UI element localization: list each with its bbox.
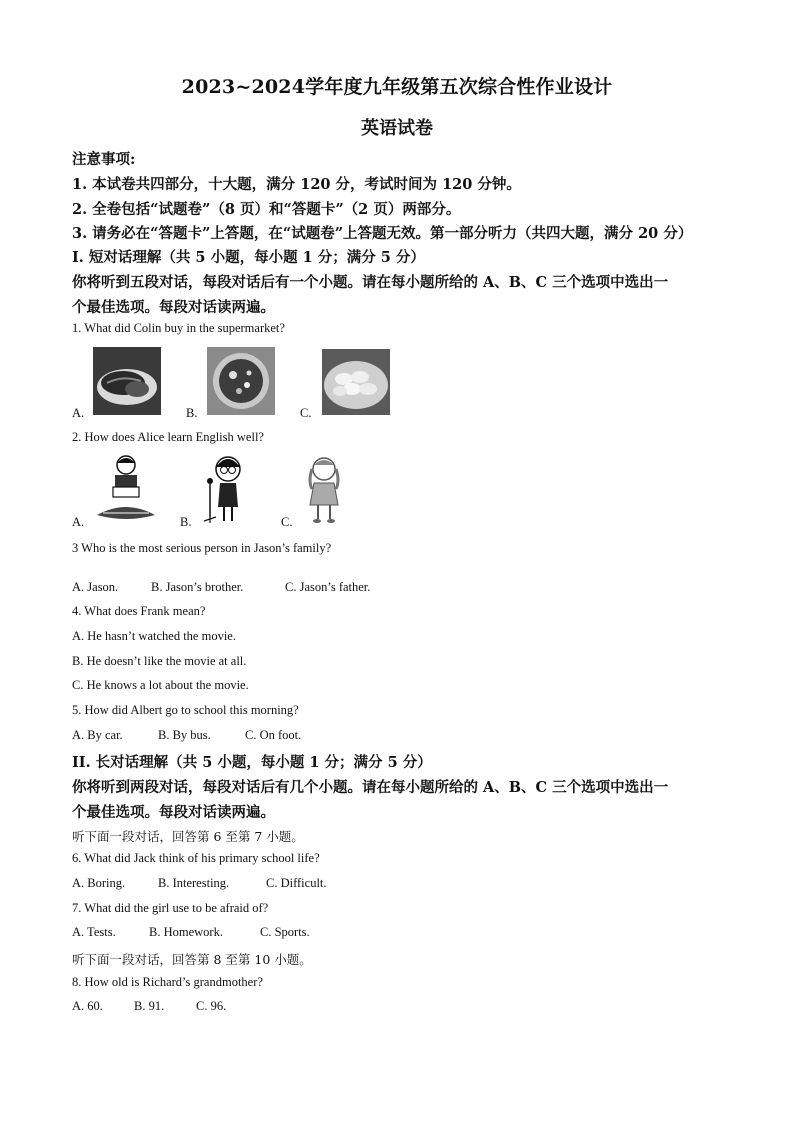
q5-option-c: C. On foot. xyxy=(245,728,302,742)
question-3: 3 Who is the most serious person in Jason’s family? xyxy=(72,541,332,555)
steak-picture xyxy=(93,347,161,415)
dialog-2-intro: 听下面一段对话，回答第 8 至第 10 小题。 xyxy=(72,952,312,967)
q6-option-a: A. Boring. xyxy=(72,876,126,890)
q8-option-c: C. 96. xyxy=(196,999,227,1013)
section2-instruction-1: 你将听到两段对话，每段对话后有几个小题。请在每小题所给的 A、B、C 三个选项中选出一 xyxy=(72,779,669,796)
q4-option-b: B. He doesn’t like the movie at all. xyxy=(72,654,247,668)
question-1: 1. What did Colin buy in the supermarket? xyxy=(72,321,285,335)
dumplings-picture xyxy=(322,349,390,415)
question-2: 2. How does Alice learn English well? xyxy=(72,430,264,444)
notes-item-1: 1. 本试卷共四部分，十大题，满分 120 分，考试时间为 120 分钟。 xyxy=(72,176,521,193)
q3-option-b: B. Jason’s brother. xyxy=(151,580,244,594)
q8-option-b: B. 91. xyxy=(134,999,165,1013)
q7-option-b: B. Homework. xyxy=(149,925,223,939)
q5-option-b: B. By bus. xyxy=(158,728,211,742)
exam-title: 2023~2024学年度九年级第五次综合性作业设计 xyxy=(181,76,613,98)
section1-instruction-1: 你将听到五段对话，每段对话后有一个小题。请在每小题所给的 A、B、C 三个选项中选出一 xyxy=(72,274,669,291)
question-8: 8. How old is Richard’s grandmother? xyxy=(72,975,263,989)
exam-subtitle: 英语试卷 xyxy=(361,118,433,139)
section1-instruction-2: 个最佳选项。每段对话读两遍。 xyxy=(72,299,275,316)
notes-item-3: 3. 请务必在“答题卡”上答题，在“试题卷”上答题无效。第一部分听力（共四大题，满分 20 分） xyxy=(72,225,693,242)
notes-heading: 注意事项: xyxy=(72,151,136,168)
question-7: 7. What did the girl use to be afraid of? xyxy=(72,901,269,915)
q2-option-c-label: C. xyxy=(281,515,293,529)
q4-option-c: C. He knows a lot about the movie. xyxy=(72,678,249,692)
q2-option-b-label: B. xyxy=(180,515,192,529)
question-4: 4. What does Frank mean? xyxy=(72,604,206,618)
q5-option-a: A. By car. xyxy=(72,728,123,742)
section2-instruction-2: 个最佳选项。每段对话读两遍。 xyxy=(72,804,275,821)
q3-option-a: A. Jason. xyxy=(72,580,119,594)
q3-option-c: C. Jason’s father. xyxy=(285,580,371,594)
question-5: 5. How did Albert go to school this morning? xyxy=(72,703,299,717)
dialog-1-intro: 听下面一段对话，回答第 6 至第 7 小题。 xyxy=(72,829,304,844)
q6-option-c: C. Difficult. xyxy=(266,876,327,890)
section1-heading: I. 短对话理解（共 5 小题，每小题 1 分；满分 5 分） xyxy=(72,249,425,266)
question-6: 6. What did Jack think of his primary school life? xyxy=(72,851,320,865)
q7-option-a: A. Tests. xyxy=(72,925,116,939)
q1-option-a-label: A. xyxy=(72,406,85,420)
girl-singing-picture xyxy=(200,453,248,525)
salad-picture xyxy=(207,347,275,415)
q2-option-a-label: A. xyxy=(72,515,85,529)
section2-heading: II. 长对话理解（共 5 小题，每小题 1 分；满分 5 分） xyxy=(72,754,432,771)
girl-standing-picture xyxy=(302,455,346,525)
q6-option-b: B. Interesting. xyxy=(158,876,230,890)
q4-option-a: A. He hasn’t watched the movie. xyxy=(72,629,236,643)
notes-item-2: 2. 全卷包括“试题卷”（8 页）和“答题卡”（2 页）两部分。 xyxy=(72,201,461,218)
girl-reading-picture xyxy=(93,453,159,525)
q7-option-c: C. Sports. xyxy=(260,925,310,939)
q8-option-a: A. 60. xyxy=(72,999,103,1013)
q1-option-b-label: B. xyxy=(186,406,198,420)
q1-option-c-label: C. xyxy=(300,406,312,420)
